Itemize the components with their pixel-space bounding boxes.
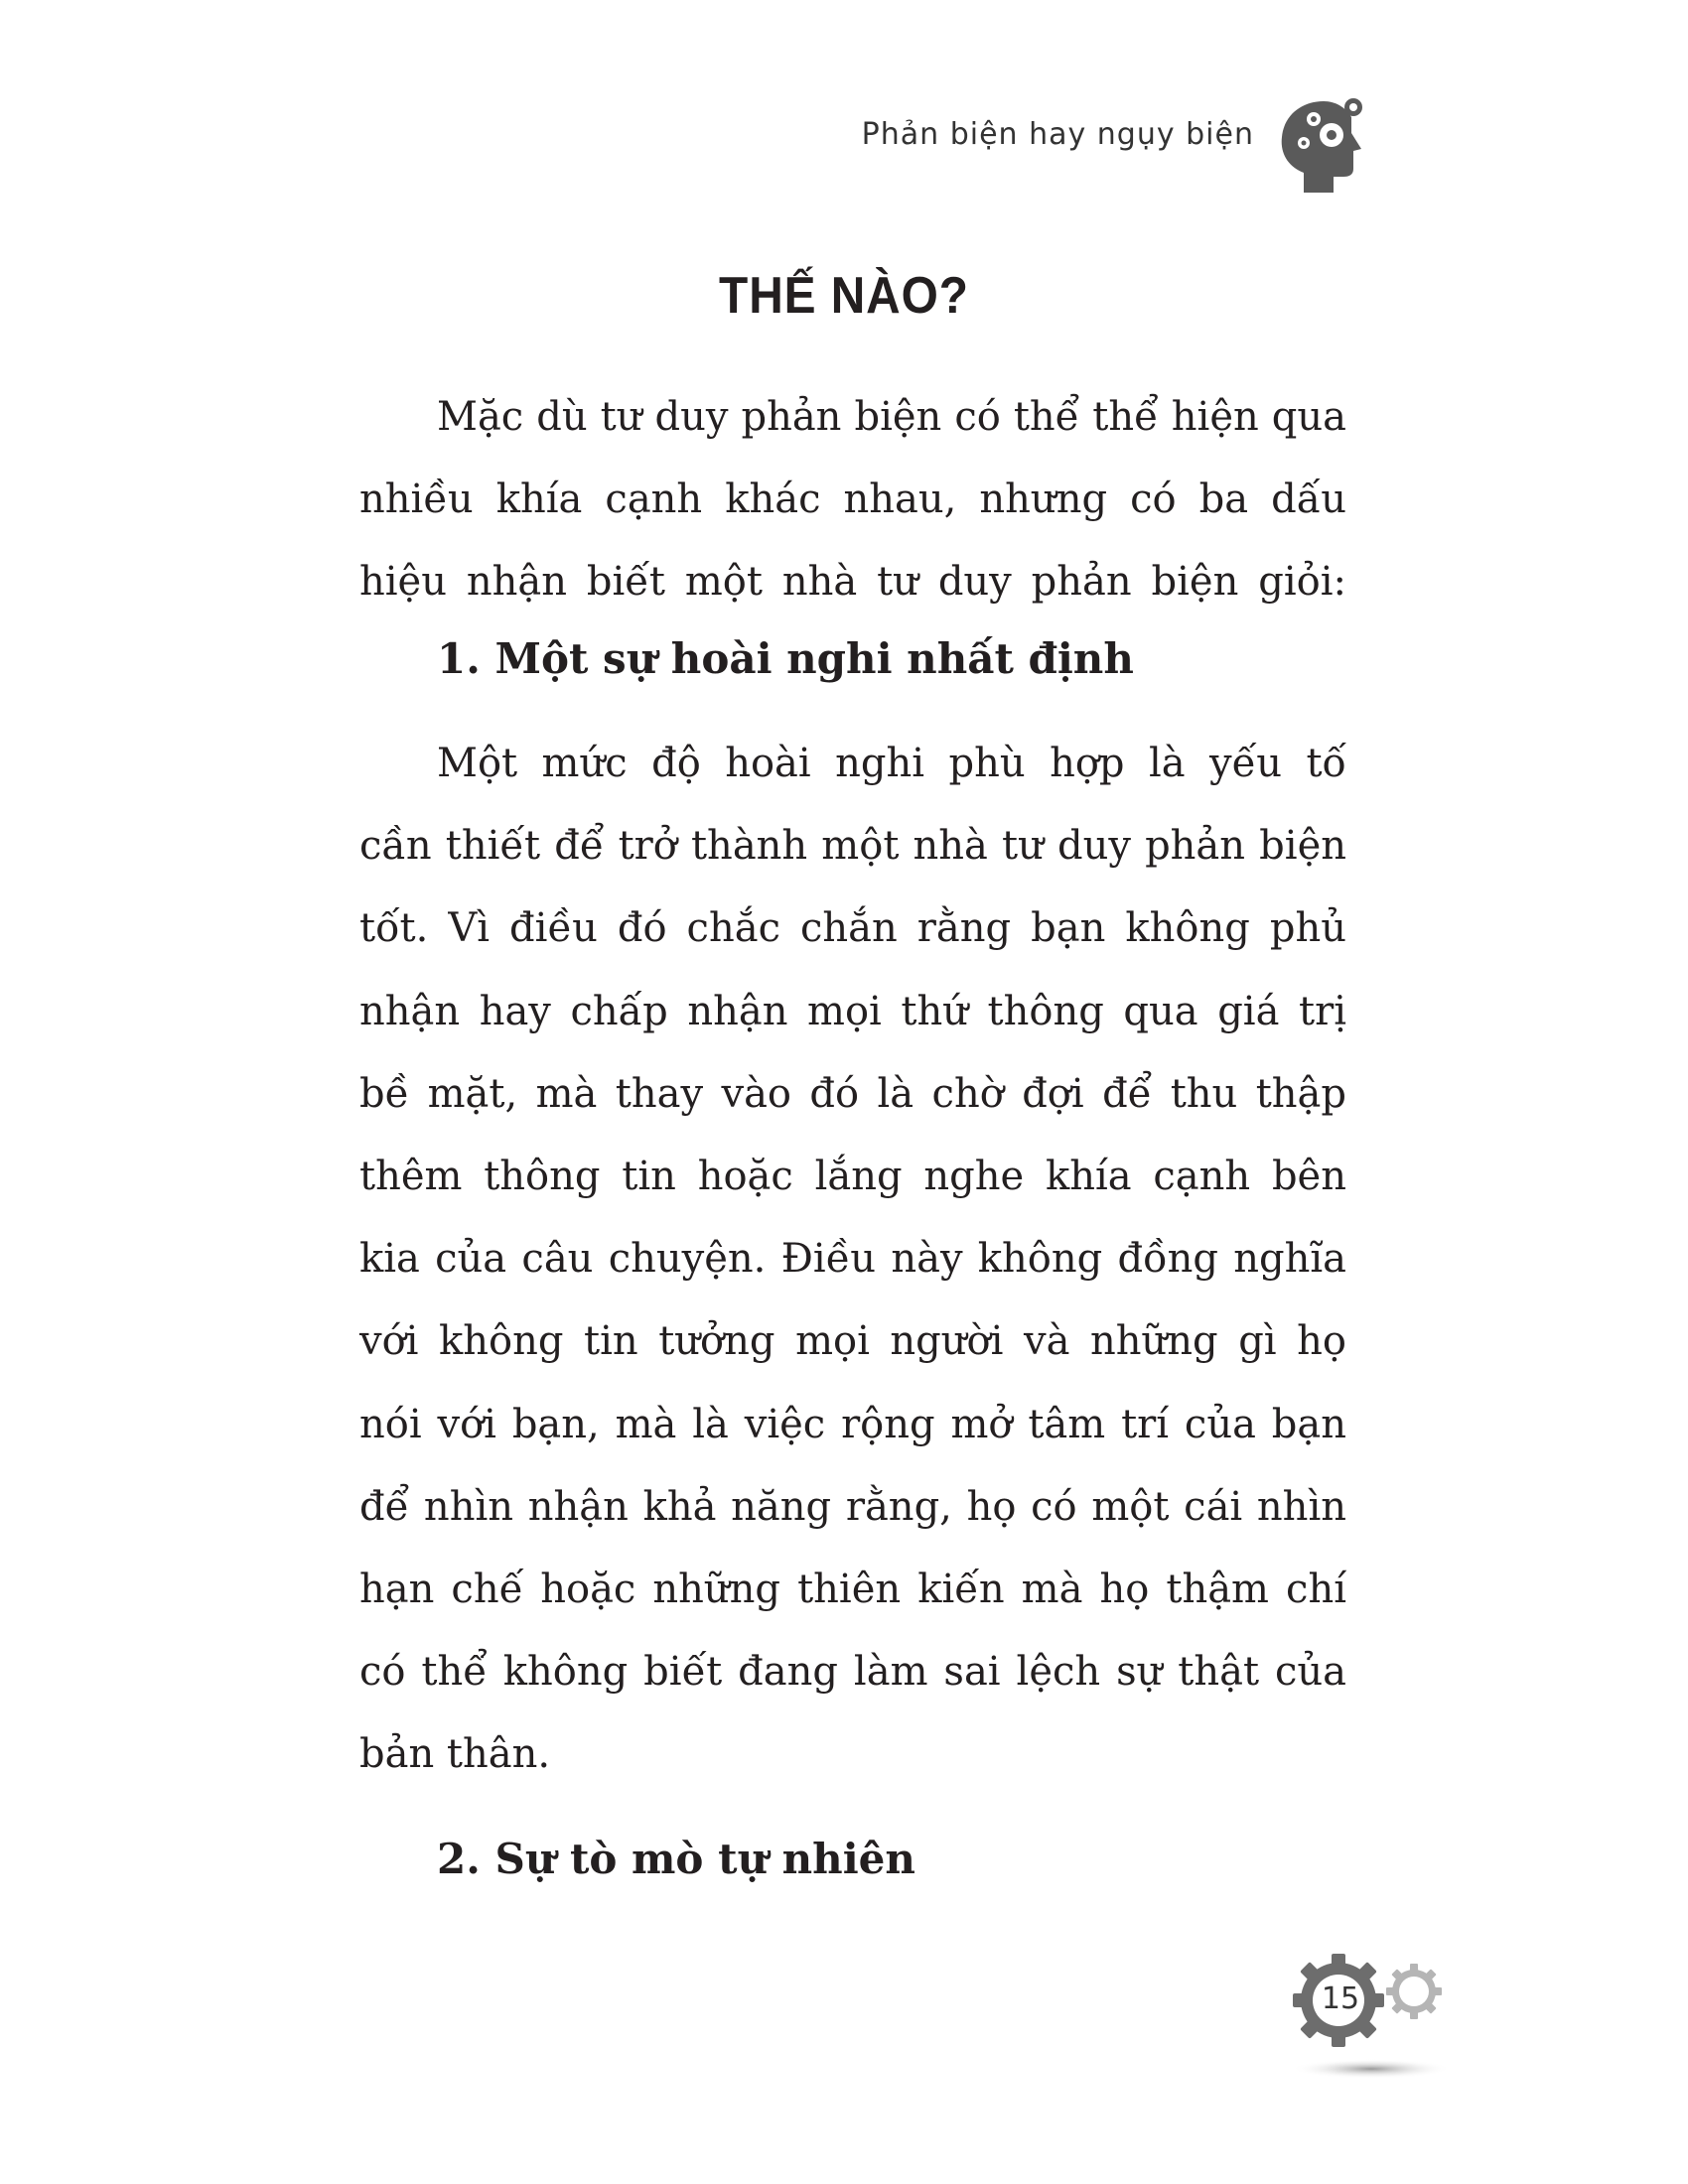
text-line: để nhìn nhận khả năng rằng, họ có một cái nhìn [359, 1483, 1346, 1530]
intro-paragraph [359, 376, 1346, 624]
text-line: cần thiết để trở thành một nhà tư duy phản biện [359, 823, 1346, 870]
running-header: Phản biện hay ngụy biện [861, 117, 1254, 152]
page-number: 15 [1321, 1981, 1360, 2016]
text-line: Mặc dù tư duy phản biện có thể thể hiện qua [437, 394, 1346, 440]
text-line: hạn chế hoặc những thiên kiến mà họ thậm chí [359, 1567, 1346, 1613]
text-line: nhiều khía cạnh khác nhau, nhưng có ba dấu [359, 477, 1346, 523]
text-line: có thể không biết đang làm sai lệch sự thật của [359, 1649, 1346, 1696]
head-gears-icon [1274, 89, 1369, 197]
text-line: thêm thông tin hoặc lắng nghe khía cạnh bên [359, 1154, 1346, 1200]
text-line: nói với bạn, mà là việc rộng mở tâm trí của bạn [359, 1401, 1346, 1447]
text-line: Một mức độ hoài nghi phù hợp là yếu tố [437, 741, 1346, 786]
text-line: tốt. Vì điều đó chắc chắn rằng bạn không phủ [359, 905, 1346, 952]
chapter-title: THẾ NÀO? [719, 267, 969, 325]
section-heading-2: 2. Sự tò mò tự nhiên [437, 1835, 915, 1883]
text-line: với không tin tưởng mọi người và những gì họ [359, 1318, 1346, 1365]
section-heading-1: 1. Một sự hoài nghi nhất định [437, 634, 1134, 683]
text-line: hiệu nhận biết một nhà tư duy phản biện giỏi: [359, 559, 1346, 606]
text-line: bản thân. [359, 1731, 551, 1778]
section1-paragraph [359, 723, 1346, 1797]
text-line: bề mặt, mà thay vào đó là chờ đợi để thu thập [359, 1070, 1346, 1117]
text-line: kia của câu chuyện. Điều này không đồng nghĩa [359, 1236, 1346, 1283]
text-line: nhận hay chấp nhận mọi thứ thông qua giá trị [359, 988, 1346, 1034]
